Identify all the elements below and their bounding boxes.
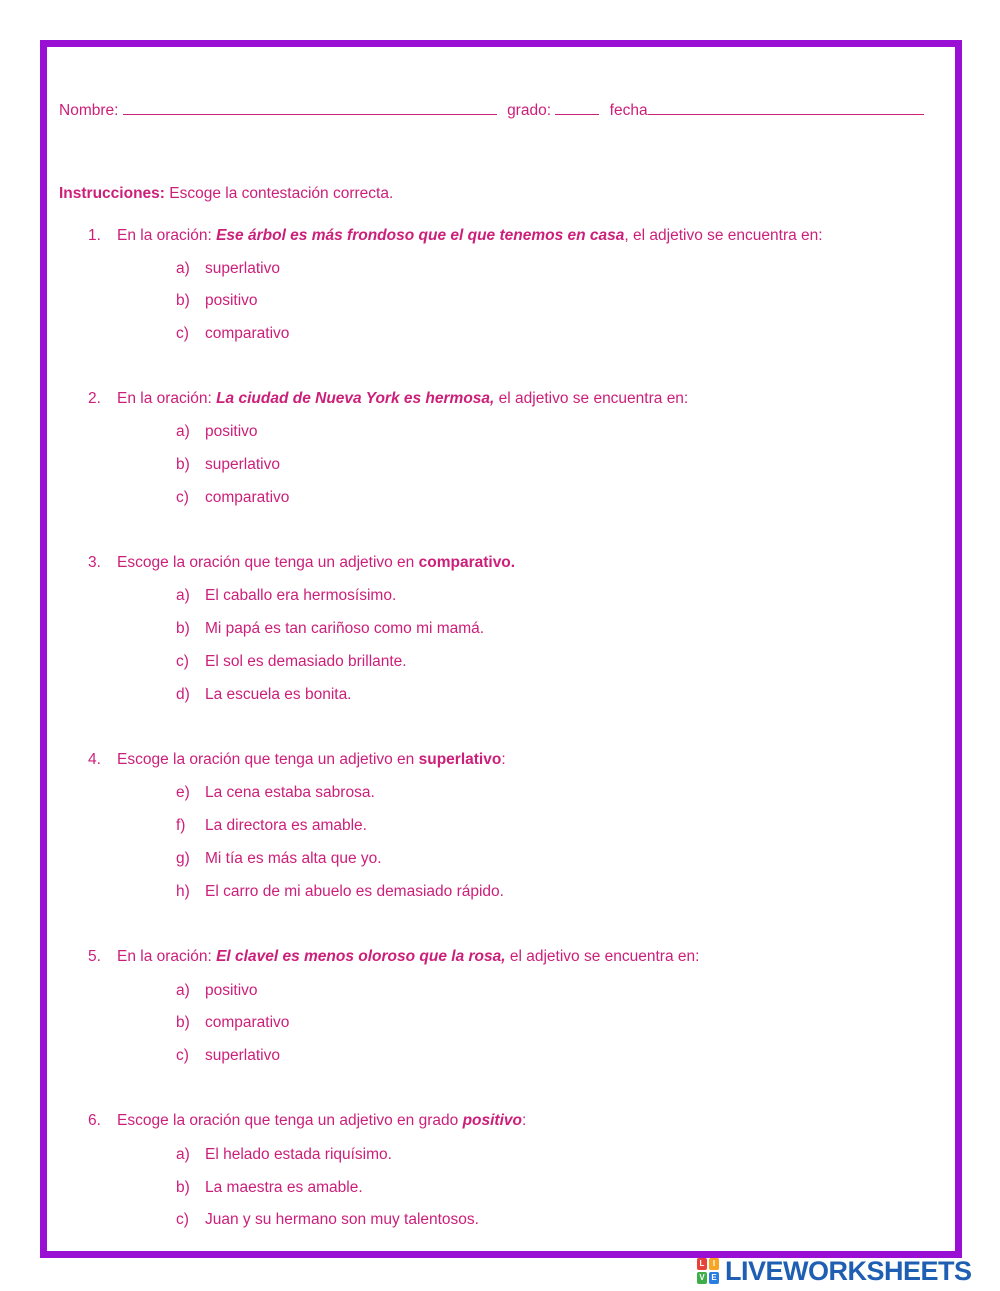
question-number: 2.	[88, 390, 101, 407]
option-letter[interactable]: b)	[176, 1179, 190, 1196]
option-text[interactable]: El sol es demasiado brillante.	[205, 653, 407, 670]
option-letter[interactable]: c)	[176, 653, 189, 670]
question-prefix: En la oración:	[117, 390, 217, 407]
grade-label: grado:	[507, 102, 552, 119]
question-suffix: el adjetivo se encuentra en:	[494, 390, 689, 407]
grade-blank[interactable]	[555, 100, 599, 115]
option-letter[interactable]: b)	[176, 292, 190, 309]
logo-block-v: V	[697, 1272, 707, 1284]
option-text[interactable]: superlativo	[205, 456, 280, 473]
name-label: Nombre:	[59, 102, 119, 119]
question-text	[117, 750, 506, 770]
option-text[interactable]: comparativo	[205, 489, 290, 506]
question-emphasis: superlativo	[418, 751, 502, 768]
option-text[interactable]: El helado estada riquísimo.	[205, 1146, 392, 1163]
date-blank[interactable]	[648, 100, 924, 115]
question-prefix: Escoge la oración que tenga un adjetivo en	[117, 751, 419, 768]
question-emphasis: Ese árbol es más frondoso que el que tenemos en casa	[216, 227, 625, 244]
option-letter[interactable]: d)	[176, 686, 190, 703]
logo-text: LIVEWORKSHEETS	[725, 1255, 972, 1286]
question-text	[117, 553, 515, 573]
header-line	[59, 100, 924, 121]
question-number: 4.	[88, 751, 101, 768]
option-letter[interactable]: h)	[176, 883, 190, 900]
question-emphasis: El clavel es menos oloroso que la rosa,	[216, 948, 506, 965]
option-letter[interactable]: a)	[176, 423, 190, 440]
question-emphasis: La ciudad de Nueva York es hermosa,	[216, 390, 495, 407]
option-letter[interactable]: f)	[176, 817, 186, 834]
instructions-label: Instrucciones:	[59, 185, 165, 202]
option-letter[interactable]: e)	[176, 784, 190, 801]
option-text[interactable]: Mi tía es más alta que yo.	[205, 850, 382, 867]
option-letter[interactable]: b)	[176, 1014, 190, 1031]
option-text[interactable]: El caballo era hermosísimo.	[205, 587, 397, 604]
option-text[interactable]: La escuela es bonita.	[205, 686, 352, 703]
option-text[interactable]: La cena estaba sabrosa.	[205, 784, 375, 801]
option-letter[interactable]: a)	[176, 587, 190, 604]
option-text[interactable]: positivo	[205, 982, 258, 999]
option-text[interactable]: positivo	[205, 423, 258, 440]
option-letter[interactable]: c)	[176, 325, 189, 342]
question-suffix: el adjetivo se encuentra en:	[505, 948, 700, 965]
question-emphasis: positivo	[462, 1112, 522, 1129]
liveworksheets-logo[interactable]	[697, 1257, 972, 1285]
logo-block-e: E	[709, 1272, 719, 1284]
option-letter[interactable]: b)	[176, 620, 190, 637]
option-letter[interactable]: c)	[176, 1211, 189, 1228]
option-letter[interactable]: a)	[176, 1146, 190, 1163]
option-letter[interactable]: a)	[176, 260, 190, 277]
question-prefix: Escoge la oración que tenga un adjetivo en	[117, 554, 419, 571]
question-text	[117, 1111, 526, 1131]
option-text[interactable]: positivo	[205, 292, 258, 309]
logo-icon	[697, 1258, 719, 1284]
option-text[interactable]: superlativo	[205, 260, 280, 277]
instructions-text: Escoge la contestación correcta.	[169, 185, 394, 202]
option-text[interactable]: Mi papá es tan cariñoso como mi mamá.	[205, 620, 485, 637]
question-prefix: En la oración:	[117, 227, 217, 244]
name-blank[interactable]	[123, 100, 497, 115]
logo-block-l: L	[697, 1258, 707, 1270]
option-letter[interactable]: b)	[176, 456, 190, 473]
question-text	[117, 947, 699, 967]
question-number: 5.	[88, 948, 101, 965]
option-text[interactable]: El carro de mi abuelo es demasiado rápido.	[205, 883, 504, 900]
question-emphasis: comparativo.	[418, 554, 516, 571]
option-text[interactable]: La maestra es amable.	[205, 1179, 363, 1196]
option-letter[interactable]: a)	[176, 982, 190, 999]
instructions	[59, 184, 393, 204]
question-suffix: :	[501, 751, 506, 768]
question-suffix: :	[521, 1112, 527, 1129]
worksheet-border	[40, 40, 962, 1258]
question-text	[117, 389, 688, 409]
option-text[interactable]: superlativo	[205, 1047, 280, 1064]
option-letter[interactable]: c)	[176, 1047, 189, 1064]
question-suffix: , el adjetivo se encuentra en:	[624, 227, 823, 244]
logo-block-i: I	[709, 1258, 719, 1270]
question-number: 3.	[88, 554, 101, 571]
option-letter[interactable]: c)	[176, 489, 189, 506]
option-text[interactable]: La directora es amable.	[205, 817, 367, 834]
option-text[interactable]: Juan y su hermano son muy talentosos.	[205, 1211, 479, 1228]
option-text[interactable]: comparativo	[205, 1014, 290, 1031]
option-letter[interactable]: g)	[176, 850, 190, 867]
question-prefix: Escoge la oración que tenga un adjetivo en grado	[117, 1112, 463, 1129]
question-number: 6.	[88, 1112, 101, 1129]
question-prefix: En la oración:	[117, 948, 217, 965]
option-text[interactable]: comparativo	[205, 325, 290, 342]
date-label: fecha	[609, 102, 648, 119]
question-text	[117, 226, 823, 246]
question-number: 1.	[88, 227, 101, 244]
